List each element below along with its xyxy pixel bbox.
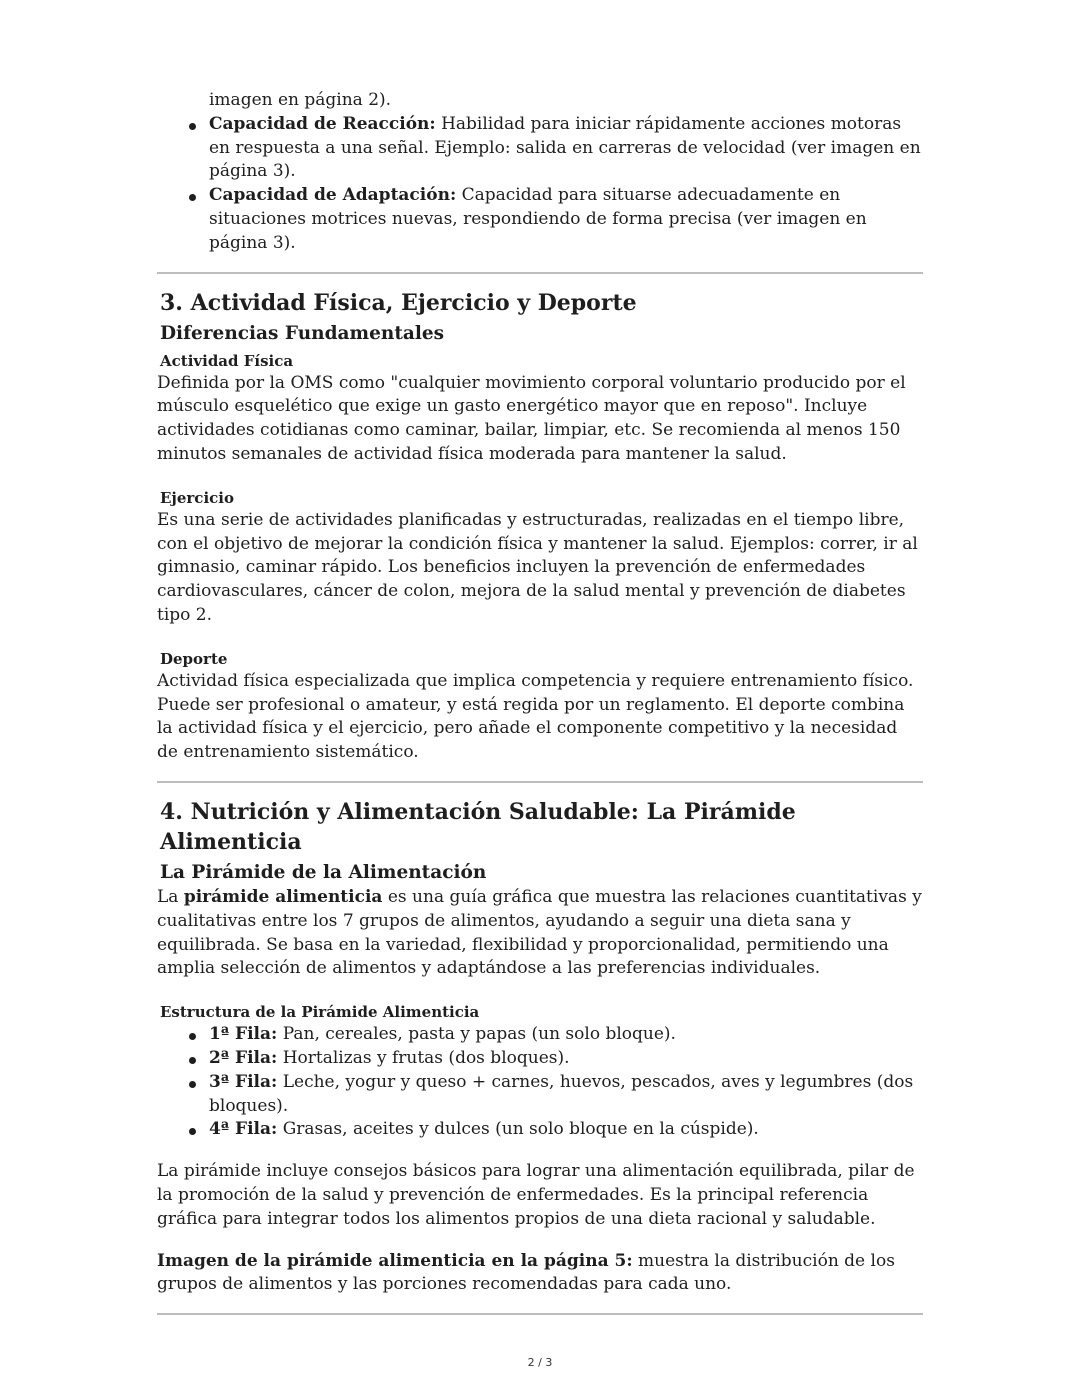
row-label: 2ª Fila: xyxy=(209,1047,278,1068)
piramide-summary: La pirámide incluye consejos básicos para lograr una alimentación equilibrada, pilar de la promoción de la salud y prevención de enfermedades. Es la principal referencia gráfica para integrar todos los alimentos propios de una dieta racional y saludable. xyxy=(157,1161,915,1229)
row-label: 4ª Fila: xyxy=(209,1119,278,1140)
deporte-heading: Deporte xyxy=(160,649,228,668)
section-divider xyxy=(157,781,923,783)
ejercicio-heading: Ejercicio xyxy=(160,488,234,507)
actividad-fisica-text: Definida por la OMS como "cualquier movimiento corporal voluntario producido por el músculo esquelético que exige un gasto energético mayor que en reposo". Incluye actividades cotidianas como caminar, bailar, limpiar, etc. Se recomienda al menos 150 minutos semanales de actividad física moderada para mantener la salud. xyxy=(157,372,906,464)
item-text: Capacidad para situarse adecuadamente en situaciones motrices nuevas, respondiendo de forma precisa (ver imagen en página 3). xyxy=(209,185,867,253)
document-page xyxy=(157,89,923,1315)
section-3-subtitle: Diferencias Fundamentales xyxy=(160,322,445,344)
list-item xyxy=(209,1071,923,1119)
image-note xyxy=(157,1250,923,1298)
deporte-text: Actividad física especializada que implica competencia y requiere entrenamiento físico. Puede ser profesional o amateur, y está regida por un reglamento. El deporte combina la actividad física y el ejercicio, pero añade el componente competitivo y la necesidad de entrenamiento sistemático. xyxy=(157,670,914,763)
image-note-bold: Imagen de la pirámide alimenticia en la página 5: xyxy=(157,1250,633,1271)
row-text: Pan, cereales, pasta y papas (un solo bloque). xyxy=(277,1024,676,1045)
intro-bold: pirámide alimenticia xyxy=(183,886,383,907)
capacities-list xyxy=(157,113,923,256)
item-text: Habilidad para iniciar rápidamente acciones motoras en respuesta a una señal. Ejemplo: salida en carreras de velocidad (ver imagen en página 3). xyxy=(209,113,921,182)
estructura-heading: Estructura de la Pirámide Alimenticia xyxy=(160,1003,480,1022)
item-label: Capacidad de Adaptación: xyxy=(209,185,457,206)
pyramid-rows-list xyxy=(157,1023,923,1142)
continuation-line: imagen en página 2). xyxy=(209,90,392,110)
intro-before: La xyxy=(157,886,184,907)
section-4-title: 4. Nutrición y Alimentación Saludable: La Pirámide Alimenticia xyxy=(160,798,796,855)
piramide-intro xyxy=(157,886,923,981)
row-label: 1ª Fila: xyxy=(209,1024,278,1045)
intro-after: es una guía gráfica que muestra las relaciones cuantitativas y cualitativas entre los 7 grupos de alimentos, ayudando a seguir una dieta sana y equilibrada. Se basa en la variedad, flexibilidad y proporcionalidad, permitiendo una amplia selección de alimentos y adaptándose a las preferencias individuales. xyxy=(157,886,922,979)
list-item xyxy=(209,1023,923,1047)
row-text: Hortalizas y frutas (dos bloques). xyxy=(277,1047,570,1068)
list-item xyxy=(209,113,923,184)
section-divider xyxy=(157,1313,923,1315)
row-label: 3ª Fila: xyxy=(209,1071,278,1092)
ejercicio-text: Es una serie de actividades planificadas y estructuradas, realizadas en el tiempo libre, con el objetivo de mejorar la condición física y mantener la salud. Ejemplos: correr, ir al gimnasio, caminar rápido. Los beneficios incluyen la prevención de enfermedades cardiovasculares, cáncer de colon, mejora de la salud mental y prevención de diabetes tipo 2. xyxy=(157,509,918,625)
list-item xyxy=(209,184,923,255)
item-label: Capacidad de Reacción: xyxy=(209,113,436,134)
image-note-text: muestra la distribución de los grupos de alimentos y las porciones recomendadas para cada uno. xyxy=(157,1250,895,1295)
actividad-fisica-heading: Actividad Física xyxy=(160,351,294,370)
page-number: 2 / 3 xyxy=(527,1356,553,1369)
list-item xyxy=(209,1047,923,1071)
section-divider xyxy=(157,272,923,274)
section-4-subtitle: La Pirámide de la Alimentación xyxy=(160,861,487,883)
row-text: Leche, yogur y queso + carnes, huevos, pescados, aves y legumbres (dos bloques). xyxy=(209,1071,914,1116)
row-text: Grasas, aceites y dulces (un solo bloque en la cúspide). xyxy=(277,1119,759,1140)
section-3-title: 3. Actividad Física, Ejercicio y Deporte xyxy=(160,289,637,316)
list-item xyxy=(209,1118,923,1142)
